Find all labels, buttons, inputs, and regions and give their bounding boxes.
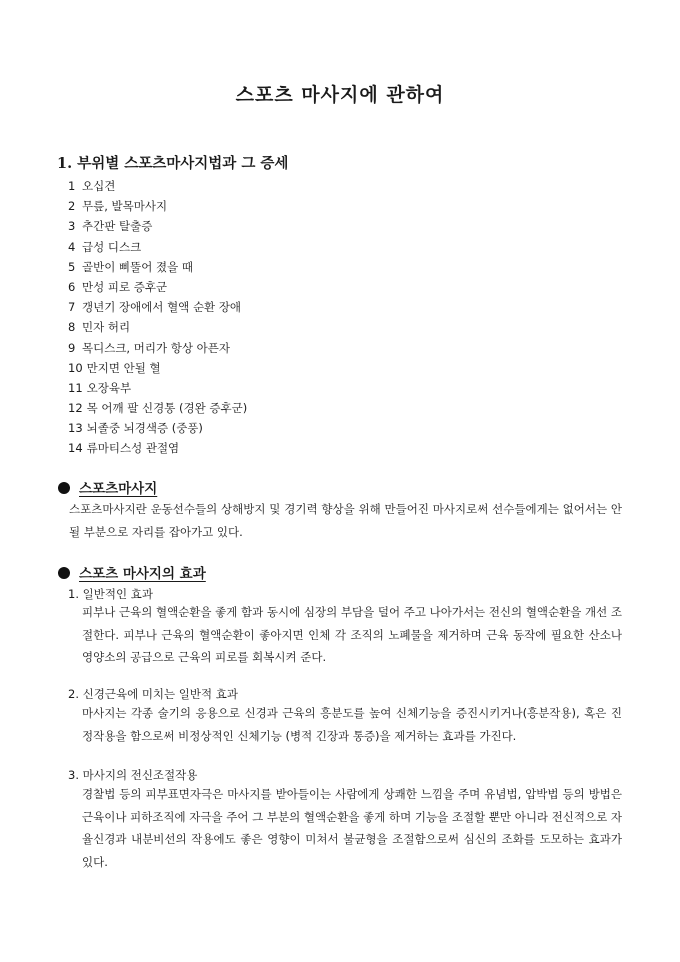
list-item-label: 갱년기 장애에서 혈액 순환 장애 [82, 300, 242, 315]
list-item [68, 237, 247, 257]
list-item-number: 2 [68, 199, 76, 214]
list-item-label: 만성 피로 증후군 [82, 279, 168, 294]
section2-heading [58, 477, 157, 497]
document-title: 스포츠 마사지에 관하여 [235, 84, 445, 106]
list-item-number: 12 [68, 401, 83, 416]
list-item [68, 297, 247, 317]
list-item [68, 216, 247, 236]
subsection-paragraph: 경찰법 등의 피부표면자극은 마사지를 받아들이는 사람에게 상쾌한 느낌을 주며 유념법, 압박법 등의 방법은 근육이나 피하조직에 자극을 주어 그 부분의 혈액순환을 좋게 하며 기능을 조절할 뿐만 아니라 전신적으로 자율신경과 내분비선의 작용에도 좋은 영향이 미쳐서 불균형을 조절함으로써 심신의 조화를 도모하는 효과가 있다. [82, 787, 622, 869]
list-item-label: 추간판 탈출증 [82, 219, 153, 234]
subsection-paragraph: 마사지는 각종 술기의 응용으로 신경과 근육의 흥분도를 높여 신체기능을 증진시키거나(흥분작용), 혹은 진정작용을 함으로써 비정상적인 신체기능 (병적 긴장과 통증)을 제거하는 효과를 가진다. [82, 706, 622, 743]
subsection-title: 2. 신경근육에 미치는 일반적 효과 [68, 687, 239, 701]
list-item [68, 378, 247, 398]
list-item [68, 257, 247, 277]
list-item-label: 목 어깨 팔 신경통 (경완 증후군) [86, 401, 248, 416]
list-item-number: 1 [68, 179, 76, 193]
list-item [68, 277, 247, 297]
list-item [68, 196, 247, 216]
list-item-number: 11 [68, 380, 83, 395]
list-item-number: 7 [68, 300, 76, 315]
bullet-icon [58, 567, 70, 579]
list-item-number: 5 [68, 259, 76, 274]
list-item-number: 10 [68, 360, 83, 375]
list-item-label: 골반이 삐뚤어 졌을 때 [82, 259, 193, 274]
list-item-number: 6 [68, 279, 76, 294]
list-item-number: 14 [68, 441, 83, 456]
list-item-number: 8 [68, 320, 76, 335]
section3-heading [58, 562, 206, 582]
list-item-label: 뇌졸중 뇌경색증 (중풍) [86, 421, 203, 436]
list-item-label: 민자 허리 [82, 320, 131, 335]
list-item-number: 13 [68, 421, 83, 436]
list-item-label: 목디스크, 머리가 항상 아픈자 [82, 340, 230, 355]
list-item-label: 만지면 안될 혈 [86, 360, 161, 375]
subsection-title: 1. 일반적인 효과 [68, 587, 153, 601]
section1-heading: 1. 부위별 스포츠마사지법과 그 증세 [57, 155, 289, 172]
list-item-label: 오장육부 [86, 380, 132, 395]
list-item [68, 317, 247, 337]
list-item-label: 오십견 [82, 179, 116, 193]
subsection-paragraph: 피부나 근육의 혈액순환을 좋게 함과 동시에 심장의 부담을 덜어 주고 나아가서는 전신의 혈액순환을 개선 조절한다. 피부나 근육의 혈액순환이 좋아지면 인체 각 조직의 노폐물을 제거하며 근육 동작에 필요한 산소나 영양소의 공급으로 근육의 피로를 회복시켜 준다. [82, 605, 622, 664]
list-item-number: 3 [68, 219, 76, 234]
list-item-number: 4 [68, 239, 76, 254]
section2-heading-text: 스포츠마사지 [79, 481, 158, 497]
bullet-icon [58, 482, 70, 494]
symptom-list [68, 176, 247, 459]
section2-paragraph: 스포츠마사지란 운동선수들의 상해방지 및 경기력 향상을 위해 만들어진 마사지로써 선수들에게는 없어서는 안될 부분으로 자리를 잡아가고 있다. [69, 502, 622, 539]
list-item-number: 9 [68, 340, 76, 355]
list-item [68, 398, 247, 418]
list-item-label: 무릎, 발목마사지 [82, 199, 168, 214]
section3-heading-text: 스포츠 마사지의 효과 [79, 566, 206, 582]
list-item [68, 176, 247, 196]
list-item [68, 438, 247, 458]
list-item-label: 류마티스성 관절염 [86, 441, 180, 456]
list-item-label: 급성 디스크 [82, 239, 142, 254]
subsection-title: 3. 마사지의 전신조절작용 [68, 768, 198, 782]
list-item [68, 418, 247, 438]
list-item [68, 338, 247, 358]
list-item [68, 358, 247, 378]
